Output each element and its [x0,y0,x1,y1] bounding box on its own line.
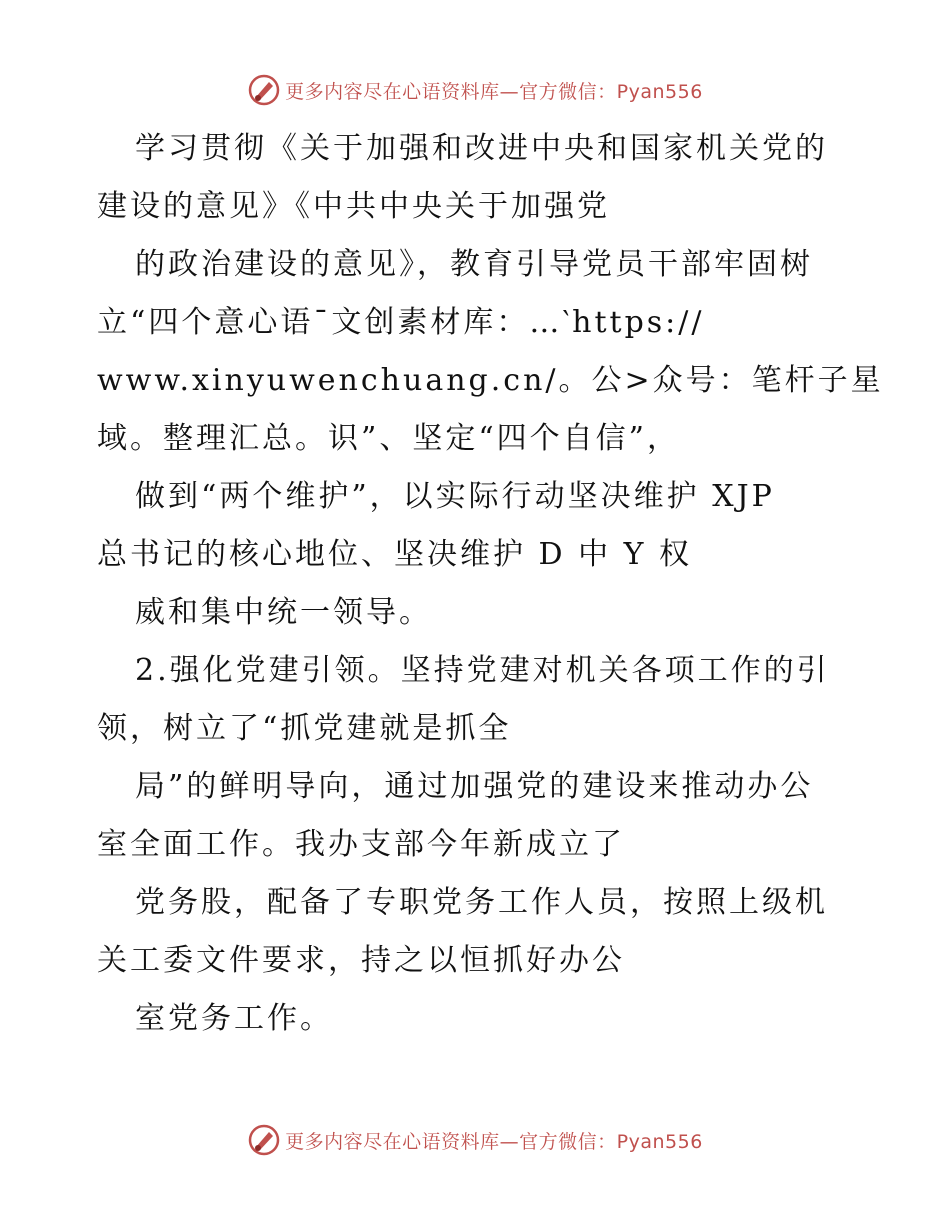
document-body [97,120,884,1048]
body-text-line: 党务股，配备了专职党务工作人员，按照上级机 [135,885,828,920]
body-text-line: 领，树立了“抓党建就是抓全 [97,711,512,746]
body-text-line: 立“四个意心语¯文创素材库：…‵https:// [97,305,705,340]
brush-logo-icon [247,73,281,107]
body-text-line: www.xinyuwenchuang.cn/。公>众号：笔杆子星 [97,363,884,398]
body-text-line: 威和集中统一领导。 [135,595,432,630]
body-text-line: 总书记的核心地位、坚决维护 D 中 Y 权 [97,537,693,572]
body-text-line: 局”的鲜明导向，通过加强党的建设来推动办公 [135,769,814,804]
body-text-line: 做到“两个维护”，以实际行动坚决维护 XJP [135,479,775,514]
header-banner-text: 更多内容尽在心语资料库—官方微信：Pyan556 [285,80,703,103]
body-text-line: 域。整理汇总。识”、坚定“四个自信”， [97,421,681,456]
body-text-line: 关工委文件要求，持之以恒抓好办公 [97,943,625,978]
body-text-line: 室全面工作。我办支部今年新成立了 [97,827,625,862]
body-text-line: 室党务工作。 [135,1001,333,1036]
body-text-line: 建设的意见》《中共中央关于加强党 [97,189,610,224]
footer-banner [0,1120,950,1160]
brush-logo-icon [247,1123,281,1157]
body-text-line: 2.强化党建引领。坚持党建对机关各项工作的引 [135,653,830,688]
footer-banner-text: 更多内容尽在心语资料库—官方微信：Pyan556 [285,1130,703,1153]
header-banner [0,70,950,110]
body-text-line: 学习贯彻《关于加强和改进中央和国家机关党的 [135,131,828,166]
body-text-line: 的政治建设的意见》，教育引导党员干部牢固树 [135,247,813,282]
